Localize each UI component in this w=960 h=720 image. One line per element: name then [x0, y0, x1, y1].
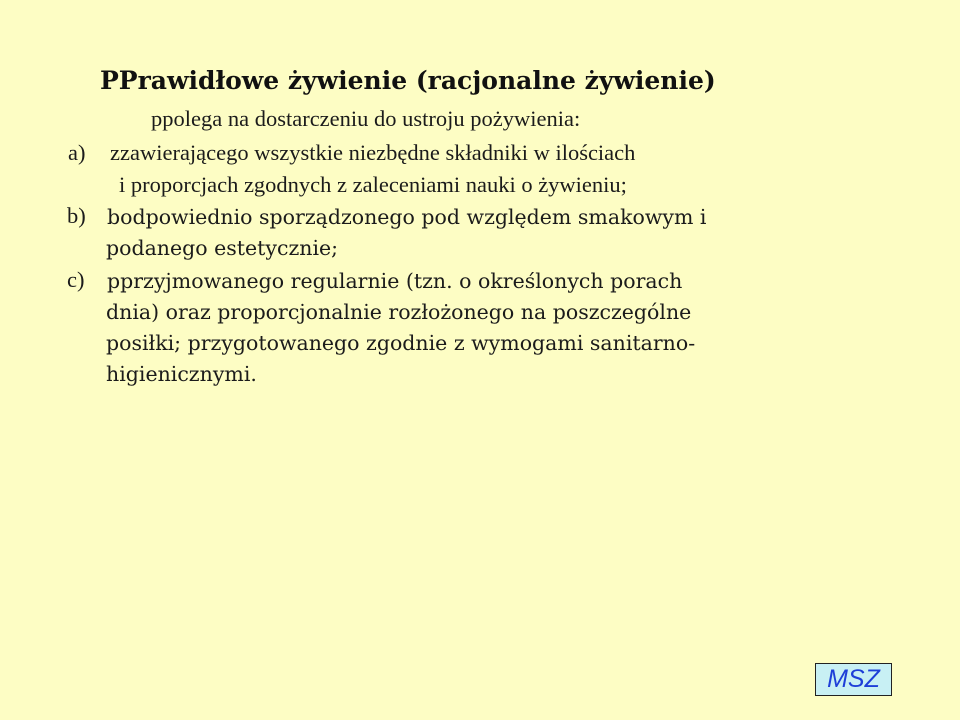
item-b-line-1: bodpowiednio sporządzonego pod względem smakowym i: [107, 205, 707, 229]
msz-badge[interactable]: MSZ: [815, 663, 892, 696]
item-c-marker: c): [67, 267, 85, 292]
item-c-line-3: posiłki; przygotowanego zgodnie z wymogami sanitarno-: [106, 331, 696, 355]
item-b-line-2: podanego estetycznie;: [106, 236, 339, 260]
item-c-line-4: higienicznymi.: [106, 362, 257, 386]
item-a-line-2: i proporcjach zgodnych z zaleceniami nauki o żywieniu;: [119, 172, 627, 197]
item-a-marker: a): [68, 140, 86, 165]
item-a-line-1: zzawierającego wszystkie niezbędne składniki w ilościach: [110, 140, 636, 165]
slide-title: PPrawidłowe żywienie (racjonalne żywienie): [100, 66, 716, 95]
intro-text: ppolega na dostarczeniu do ustroju pożywienia:: [151, 106, 581, 131]
item-b-marker: b): [67, 203, 86, 228]
item-c-line-1: pprzyjmowanego regularnie (tzn. o określonych porach: [107, 269, 683, 293]
item-c-line-2: dnia) oraz proporcjonalnie rozłożonego na poszczególne: [106, 300, 692, 324]
